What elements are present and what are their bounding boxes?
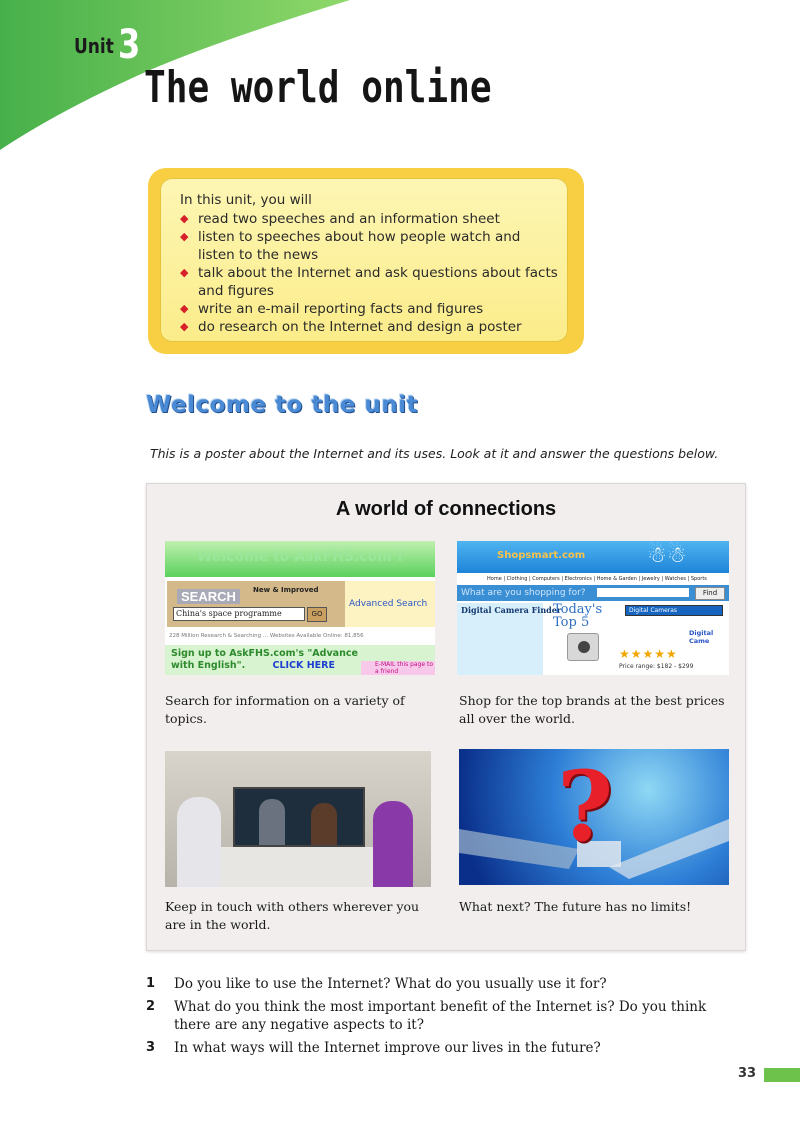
search-banner: Welcome to AskFHS.com ! [165, 541, 435, 577]
unit-number: 3 [118, 22, 141, 68]
email-icon: E-MAIL this page to a friend [361, 661, 435, 675]
poster [146, 483, 746, 951]
shop-search-input [597, 588, 689, 597]
objective-item: ◆ talk about the Internet and ask questions about facts and figures [180, 265, 558, 299]
rating-stars-icon: ★★★★★ [619, 647, 678, 661]
diamond-bullet-icon: ◆ [180, 266, 189, 279]
shop-banner: Shopsmart.com ☃☃ [457, 541, 729, 573]
objectives-intro: In this unit, you will [180, 192, 312, 208]
video-screen [233, 787, 365, 847]
shopping-site-image: Shopsmart.com ☃☃ Home | Clothing | Computers | Electronics | Home & Garden | Jewelry | Watches | Sports What are you shopping for? Find Digital Camera Finder Today's Top 5 Digital Cameras ★★★★★ Digital Came Price range: $182 - $299 [457, 541, 729, 675]
objectives-list [180, 210, 560, 336]
go-button: GO [307, 607, 327, 622]
question-item: 3 In what ways will the Internet improve our lives in the future? [146, 1040, 601, 1056]
questions-list [146, 975, 746, 1062]
diamond-bullet-icon: ◆ [180, 320, 189, 333]
caption-search: Search for information on a variety of topics. [165, 693, 405, 726]
category-dropdown: Digital Cameras [625, 605, 723, 616]
find-button: Find [695, 587, 725, 600]
page-number: 33 [738, 1066, 757, 1081]
objectives-panel [160, 178, 568, 342]
objective-item: ◆ write an e-mail reporting facts and figures [180, 301, 484, 317]
diamond-bullet-icon: ◆ [180, 212, 189, 225]
question-mark-icon: ? [557, 750, 614, 863]
question-item: 1 Do you like to use the Internet? What do you usually use it for? [146, 976, 607, 992]
camera-icon [567, 633, 599, 661]
objective-item: ◆ listen to speeches about how people watch and listen to the news [180, 229, 521, 263]
caption-future: What next? The future has no limits! [459, 899, 692, 914]
objective-item: ◆ do research on the Internet and design a poster [180, 319, 522, 335]
page-title: The world online [144, 62, 492, 113]
promo-strip: Sign up to AskFHS.com's "Advance with English". CLICK HERE E-MAIL this page to a friend [165, 645, 435, 675]
diamond-bullet-icon: ◆ [180, 302, 189, 315]
camera-finder: Digital Camera Finder [457, 603, 543, 675]
section-heading: Welcome to the unit [146, 392, 418, 418]
space-future-photo [459, 749, 729, 885]
caption-video: Keep in touch with others wherever you are in the world. [165, 899, 420, 932]
poster-title: A world of connections [335, 498, 557, 520]
page-number-bar [764, 1068, 800, 1082]
objective-item: ◆ read two speeches and an information sheet [180, 211, 500, 227]
diamond-bullet-icon: ◆ [180, 230, 189, 243]
video-conference-photo [165, 751, 431, 887]
instructions-text: This is a poster about the Internet and its uses. Look at it and answer the questions below. [150, 446, 719, 461]
advanced-search-link: Advanced Search [349, 599, 428, 609]
objectives-box [148, 168, 584, 354]
search-input: China's space programme [173, 607, 305, 621]
search-site-image: Welcome to AskFHS.com ! SEARCH New & Improved China's space programme GO Advanced Search 228 Million Research & Searching ... Websites Available Online: 81,856 Sign up to AskFHS.com's "Advance with English". CLICK HERE E-MAIL this page to a friend [165, 541, 435, 675]
unit-label: Unit [74, 34, 114, 58]
search-logo: SEARCH [177, 589, 240, 604]
search-bar: SEARCH New & Improved China's space programme GO Advanced Search [167, 581, 435, 627]
question-item: 2 What do you think the most important benefit of the Internet is? Do you think there are any negative aspects to it? [146, 999, 707, 1033]
caption-shop: Shop for the top brands at the best prices all over the world. [459, 693, 725, 726]
snowman-icon: ☃☃ [647, 543, 687, 568]
